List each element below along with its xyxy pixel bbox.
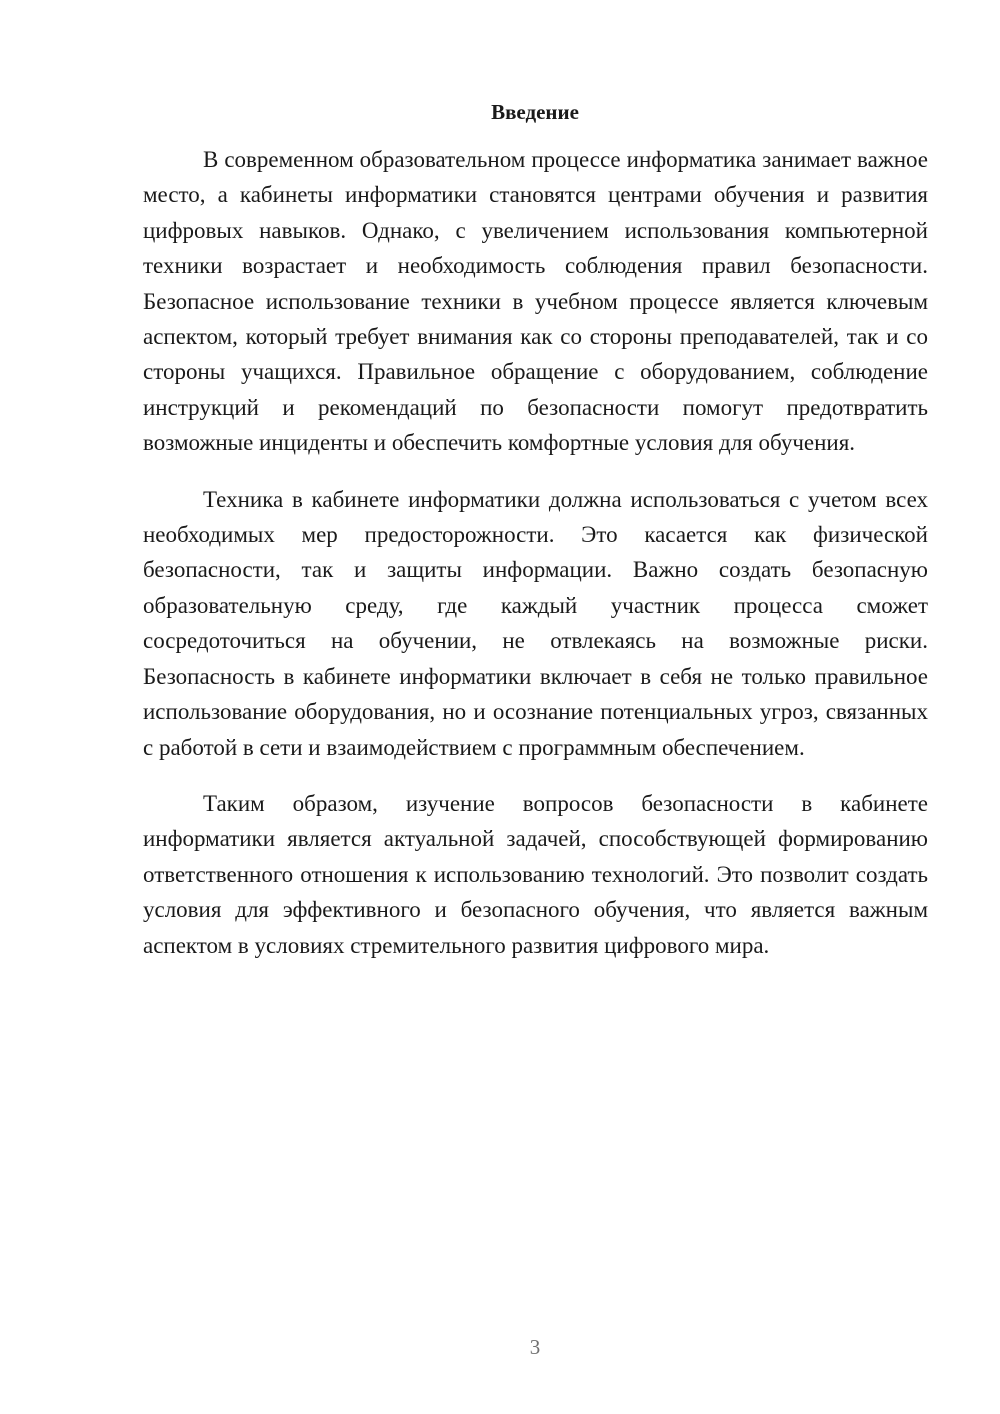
page-number: 3 xyxy=(529,1335,541,1359)
page-title: Введение xyxy=(491,100,579,124)
document-body xyxy=(143,142,928,984)
paragraph-3: Таким образом, изучение вопросов безопасности в кабинете информатики является актуальной задачей, способствующей формированию ответственного отношения к использованию технологий. Это позволит создать условия для эффективного и безопасного обучения, что является важным аспектом в условиях стремительного развития цифрового мира. xyxy=(143,790,928,958)
paragraph-1: В современном образовательном процессе информатика занимает важное место, а кабинеты информатики становятся центрами обучения и развития цифровых навыков. Однако, с увеличением использования компьютерной техники возрастает и необходимость соблюдения правил безопасности. Безопасное использование техники в учебном процессе является ключевым аспектом, который требует внимания как со стороны преподавателей, так и со стороны учащихся. Правильное обращение с оборудованием, соблюдение инструкций и рекомендаций по безопасности помогут предотвратить возможные инциденты и обеспечить комфортные условия для обучения. xyxy=(143,147,928,456)
paragraph-2: Техника в кабинете информатики должна использоваться с учетом всех необходимых мер предосторожности. Это касается как физической безопасности, так и защиты информации. Важно создать безопасную образовательную среду, где каждый участник процесса сможет сосредоточиться на обучении, не отвлекаясь на возможные риски. Безопасность в кабинете информатики включает в себя не только правильное использование оборудования, но и осознание потенциальных угроз, связанных с работой в сети и взаимодействием с программным обеспечением. xyxy=(143,486,928,760)
